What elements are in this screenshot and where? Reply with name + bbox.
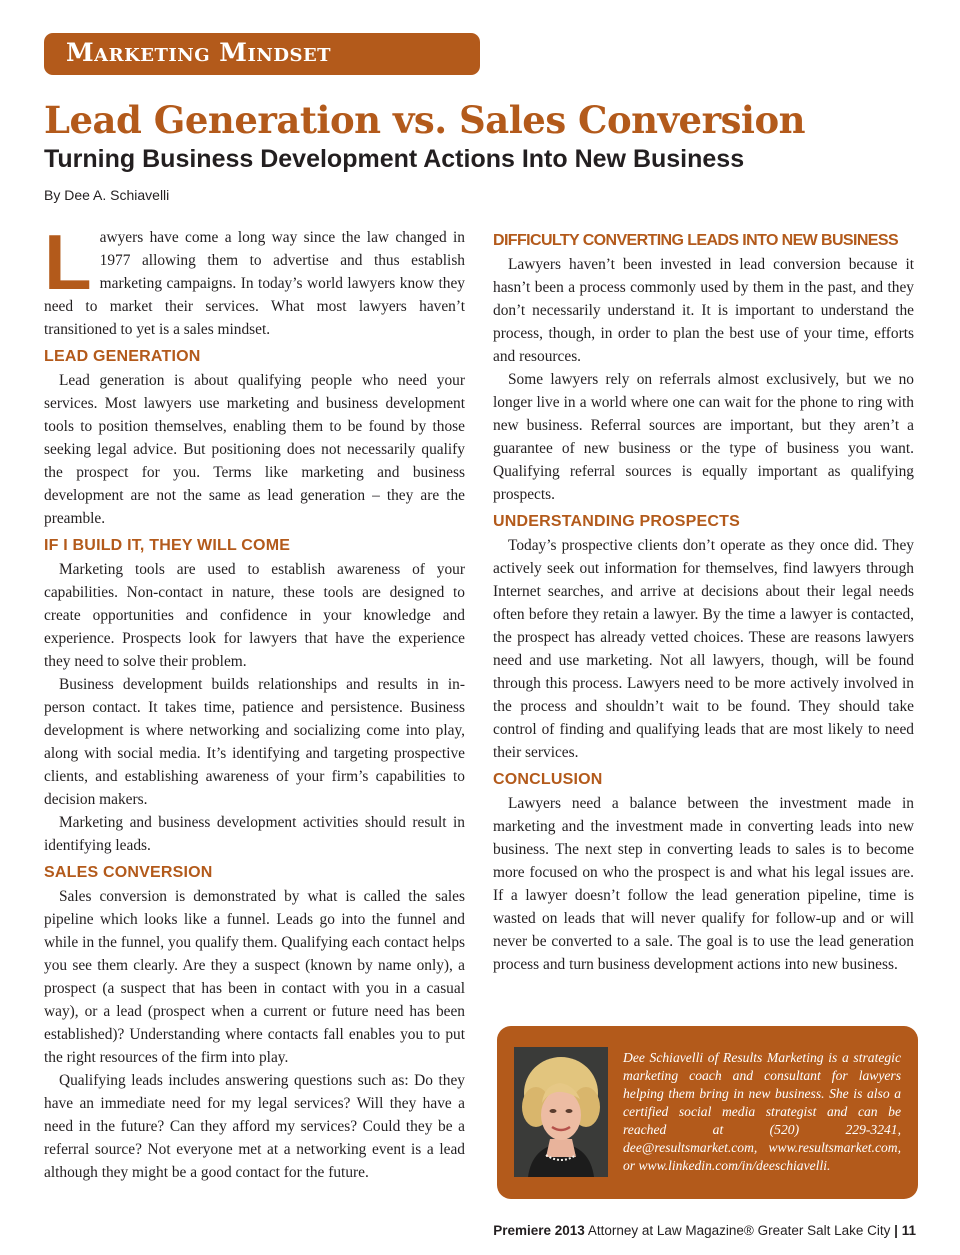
paragraph: Lead generation is about qualifying people who need your services. Most lawyers use marketing and business development tools to position themselves, enabling them to be found by those seeking legal advice. But positioning does not necessarily qualify the prospect for you. Terms like marketing and business development are not the same as lead generation – they are the preamble. <box>44 372 465 527</box>
left-column <box>44 218 465 1184</box>
section-banner <box>44 33 480 75</box>
article-subtitle: Turning Business Development Actions Into New Business <box>44 145 745 173</box>
intro-text: awyers have come a long way since the law changed in 1977 allowing them to advertise and thus establish marketing campaigns. In today’s world lawyers know they need to market their services. What most lawyers haven’t transitioned to yet is a sales mindset. <box>44 229 465 338</box>
paragraph: Business development builds relationships and results in in-person contact. It takes time, patience and persistence. Business development is where networking and socializing come into play, along with social media. It’s identifying and targeting prospective clients, and establishing awareness of your firm’s capabilities to decision makers. <box>44 676 465 808</box>
heading-difficulty: DIFFICULTY CONVERTING LEADS INTO NEW BUSINESS <box>493 232 899 249</box>
section-banner-label: Marketing Mindset <box>66 38 332 67</box>
heading-conclusion: CONCLUSION <box>493 771 603 788</box>
paragraph: Some lawyers rely on referrals almost exclusively, but we no longer live in a world where one can wait for the phone to ring with new business. Referral sources are important, but they aren’t a guarantee of new business or the type of business you want. Qualifying referral sources is equally important as qualifying prospects. <box>493 371 914 503</box>
paragraph: Marketing and business development activities should result in identifying leads. <box>44 814 465 854</box>
page-number: 11 <box>901 1223 916 1238</box>
footer-separator: | <box>894 1223 898 1238</box>
byline: By Dee A. Schiavelli <box>44 187 170 203</box>
footer-issue: Premiere 2013 <box>493 1223 585 1238</box>
paragraph: Today’s prospective clients don’t operate as they once did. They actively seek out information for themselves, find lawyers through Internet searches, and arrive at decisions about their legal needs often before they retain a lawyer. By the time a lawyer is contacted, the prospect has already vetted choices. These are reasons lawyers need and use marketing. Not all lawyers, though, will be found through this process. Lawyers need to be more actively involved in the process and shouldn’t wait to be found. They should take control of finding and qualifying leads that are most likely to need their services. <box>493 537 914 761</box>
heading-understanding-prospects: UNDERSTANDING PROSPECTS <box>493 513 740 530</box>
author-bio-box <box>497 1026 918 1199</box>
drop-cap: L <box>44 218 92 306</box>
intro-paragraph <box>44 218 465 341</box>
heading-sales-conversion: SALES CONVERSION <box>44 864 213 881</box>
paragraph: Sales conversion is demonstrated by what is called the sales pipeline which looks like a funnel. Leads go into the funnel and while in the funnel, you qualify them. Qualifying each contact helps you see them clearly. Are they a suspect (known by name only), a prospect (a suspect that has been in contact with you in a casual way), or a lead (prospect when a current or future need has been established)? Understanding where contacts fall enables you to put the right resources of the firm into play. <box>44 888 465 1066</box>
paragraph: Lawyers haven’t been invested in lead conversion because it hasn’t been a process commonly used by them in the past, and they don’t necessarily understand it. It is important to understand the process, though, in order to plan the best use of your time, efforts and resources. <box>493 256 914 365</box>
paragraph: Marketing tools are used to establish awareness of your capabilities. Non-contact in nature, these tools are designed to create opportunities and confidence in your knowledge and experience. Prospects look for lawyers that have the experience they need to solve their problem. <box>44 561 465 670</box>
paragraph: Qualifying leads includes answering questions such as: Do they have an immediate need for my legal services? Will they have a need in the future? Can they afford my services? Could they be a referral source? Not everyone met at a networking event is a lead although they might be a good contact for the future. <box>44 1072 465 1181</box>
footer-magazine: Attorney at Law Magazine® Greater Salt Lake City <box>587 1223 891 1238</box>
paragraph: Lawyers need a balance between the investment made in marketing and the investment made in converting leads into new business. The next step in converting leads to sales is to become more focused on who the prospect is and what his legal issues are. If a lawyer doesn’t follow the lead generation pipeline, time is wasted on leads that will never qualify for follow-up and or will never be converted to a sale. The goal is to use the lead generation process and turn business development actions into new business. <box>493 795 914 973</box>
author-bio-text: Dee Schiavelli of Results Marketing is a strategic marketing coach and consultant for lawyers helping them bring in new business. She is also a certified social media strategist and can be reached at (520) 229-3241, dee@resultsmarket.com, www.resultsmarket.com, or www.linkedin.com/in/deeschiavelli. <box>623 1050 901 1173</box>
article-title: Lead Generation vs. Sales Conversion <box>44 98 806 142</box>
page-footer <box>493 1222 916 1240</box>
right-column <box>493 230 914 976</box>
heading-lead-generation: LEAD GENERATION <box>44 348 201 365</box>
heading-build-it: IF I BUILD IT, THEY WILL COME <box>44 537 291 554</box>
author-photo <box>514 1047 608 1177</box>
